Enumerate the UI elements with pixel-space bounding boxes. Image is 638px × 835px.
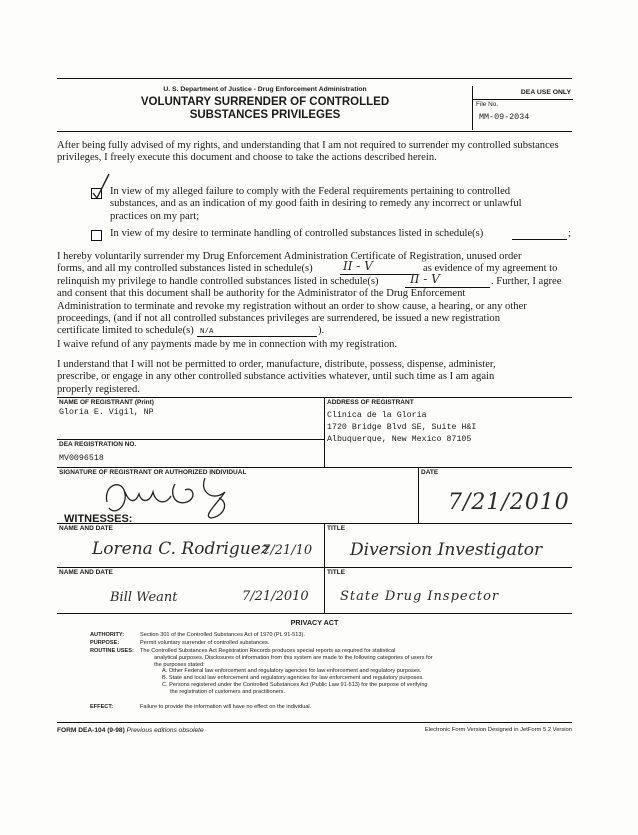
jetform-note: Electronic Form Version Designed in JetForm 5.2 Version (424, 727, 572, 733)
effect-text: Failure to provide the information will have no effect on the individual. (140, 704, 312, 710)
option2-checkbox[interactable] (91, 230, 102, 241)
dea-use-only: DEA USE ONLY (520, 89, 571, 96)
witness1-name[interactable]: Lorena C. Rodriguez (92, 539, 270, 559)
option2-text: In view of my desire to terminate handling of controlled substances listed in schedule(s) (110, 228, 484, 239)
footer-rule (57, 722, 572, 723)
intro-paragraph: After being fully advised of my rights, and understanding that I am not required to surrender my controlled substances privileges, I freely execute this document and choose to take the actions described herein. (57, 140, 559, 164)
witnesses-heading: WITNESSES: (64, 513, 133, 525)
witness2-title-label: TITLE (327, 569, 346, 576)
registrant-address[interactable]: Clinica de la Gloria 1720 Bridge Blvd SE, Suite H&I Albuquerque, New Mexico 87105 (327, 411, 477, 444)
file-no-value: MM-09-2034 (479, 112, 530, 122)
authority-text: Section 301 of the Controlled Substances Act of 1970 (PL 91-513). (140, 632, 305, 638)
privacy-heading: PRIVACY ACT (290, 618, 339, 627)
signature-date[interactable]: 7/21/2010 (448, 490, 570, 515)
routine-label: ROUTINE USES: (90, 648, 134, 654)
date-label: DATE (421, 469, 439, 476)
surrender-paragraph: I hereby voluntarily surrender my Drug Enforcement Administration Certificate of Registration, unused order forms, and all my controlled substances listed in schedule(s) II - V as evidence of my agreement to relinquish my privilege to handle controlled substances listed in schedule(s) II - V . Further, I agree and consent that this document shall be authority for the Administrator of the Drug Enforcement Administration to terminate and revoke my registration without an order to show cause, a hearing, or any other proceedings, (and if not all controlled substances privileges are surrendered, be issued a new registration certificate limited to schedule(s) N/A ). (57, 251, 577, 338)
witness2-name[interactable]: Bill Weant (110, 590, 178, 605)
routine-text: The Controlled Substances Act Registration Records produces special reports as required for statistical analytical purposes. Disclosures of information from this system are made to the following categories of users for the purposes stated: A. Other Federal law enforcement and regulatory agencies for law enforcement and regulatory purposes. B. State and local law enforcement and regulatory agencies for law enforcement and regulatory purposes. C. Persons registered under the Controlled Substances Act (Public Law 91-513) for the purpose of verifying the registration of customers and practitioners. (140, 648, 433, 695)
form-title-line1: VOLUNTARY SURRENDER OF CONTROLLED (140, 96, 390, 108)
signature-label: SIGNATURE OF REGISTRANT OR AUTHORIZED INDIVIDUAL (59, 469, 247, 476)
header-bottom-rule (57, 131, 572, 132)
purpose-text: Permit voluntary surrender of controlled substances. (140, 640, 270, 646)
reg-no-label: DEA REGISTRATION NO. (59, 441, 137, 448)
witness1-date[interactable]: 7/21/10 (262, 543, 313, 558)
option1-text: In view of my alleged failure to comply with the Federal requirements pertaining to controlled substances, and as an indication of my good faith in desiring to remedy any incorrect or unlawful practices on my part; (110, 186, 522, 222)
option2-blank[interactable] (512, 239, 567, 240)
witness-name-label: NAME AND DATE (59, 525, 113, 532)
purpose-label: PURPOSE: (90, 640, 120, 646)
witness2-title[interactable]: State Drug Inspector (340, 589, 500, 604)
reg-no-value[interactable]: MV0096518 (59, 454, 104, 463)
file-no-label: File No. (476, 101, 499, 108)
name-label: NAME OF REGISTRANT (Print) (59, 399, 154, 406)
header-top-rule (57, 78, 572, 79)
witness2-name-label: NAME AND DATE (59, 569, 113, 576)
understand-paragraph: I understand that I will not be permitted to order, manufacture, distribute, possess, dispense, administer, prescribe, or engage in any other controlled substance activities whatever, until such time as I am again properly registered. (57, 359, 496, 395)
witness2-date[interactable]: 7/21/2010 (242, 589, 309, 604)
limited-schedule-value: N/A (200, 328, 214, 337)
witness-title-label: TITLE (327, 525, 346, 532)
witness1-title[interactable]: Diversion Investigator (350, 540, 543, 560)
registrant-name[interactable]: Gloria E. Vigil, NP (59, 408, 154, 417)
form-number: FORM DEA-104 (9-98) Previous editions obsolete (57, 727, 204, 734)
schedule-value-2: II - V (410, 271, 440, 286)
form-title-line2: SUBSTANCES PRIVILEGES (189, 109, 341, 121)
agency-line: U. S. Department of Justice - Drug Enforcement Administration (163, 86, 367, 93)
waive-paragraph: I waive refund of any payments made by me in connection with my registration. (57, 339, 398, 350)
schedule-value-1: II - V (343, 259, 373, 274)
authority-label: AUTHORITY: (90, 632, 125, 638)
form-title (120, 96, 410, 122)
dea-use-box (472, 86, 573, 130)
effect-label: EFFECT: (90, 704, 113, 710)
address-label: ADDRESS OF REGISTRANT (327, 399, 414, 406)
